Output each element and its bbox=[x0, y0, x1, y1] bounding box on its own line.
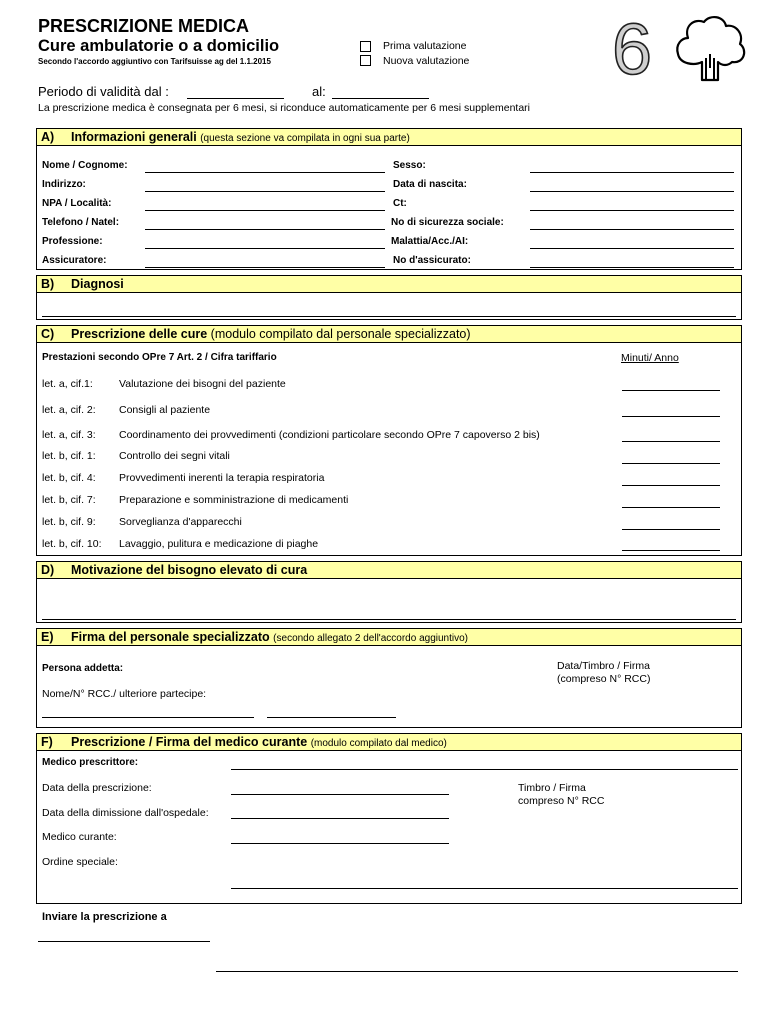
service-desc: Coordinamento dei provvedimenti (condizioni particolare secondo OPre 7 capoverso 2 bis) bbox=[119, 429, 540, 441]
service-code: let. b, cif. 9: bbox=[42, 516, 96, 528]
ssn-field[interactable] bbox=[530, 229, 734, 230]
discharge-date-label: Data della dimissione dall'ospedale: bbox=[42, 807, 209, 819]
service-code: let. b, cif. 7: bbox=[42, 494, 96, 506]
validity-from-field[interactable] bbox=[187, 98, 284, 99]
section-e-header bbox=[36, 628, 742, 646]
discharge-date-field[interactable] bbox=[231, 818, 449, 819]
new-evaluation-label: Nuova valutazione bbox=[383, 55, 470, 67]
section-f-letter: F) bbox=[41, 735, 53, 749]
section-a-subtitle: (questa sezione va compilata in ogni sua parte) bbox=[200, 133, 410, 144]
prescriber-label: Medico prescrittore: bbox=[42, 757, 139, 768]
section-f-body bbox=[36, 751, 742, 904]
staff-stamp-label: Data/Timbro / Firma bbox=[557, 660, 650, 672]
tree-icon bbox=[672, 14, 750, 84]
first-evaluation-checkbox[interactable] bbox=[360, 41, 371, 52]
section-f-title: Prescrizione / Firma del medico curante bbox=[71, 735, 308, 749]
send-to-field-1[interactable] bbox=[38, 941, 210, 942]
service-minutes-field[interactable] bbox=[622, 550, 720, 551]
address-field[interactable] bbox=[145, 191, 385, 192]
send-to-field-2[interactable] bbox=[216, 971, 738, 972]
staff-rcc-field[interactable] bbox=[267, 717, 396, 718]
locality-label: NPA / Località: bbox=[42, 198, 112, 209]
motivation-field[interactable] bbox=[42, 619, 736, 620]
section-d-body bbox=[36, 579, 742, 623]
rcc-name-label: Nome/N° RCC./ ulteriore partecipe: bbox=[42, 688, 207, 700]
ssn-label: No di sicurezza sociale: bbox=[391, 217, 504, 228]
staff-name-field[interactable] bbox=[42, 717, 254, 718]
section-e-letter: E) bbox=[41, 630, 54, 644]
form-title: PRESCRIZIONE MEDICA bbox=[38, 16, 250, 36]
form-subtitle: Cure ambulatorie o a domicilio bbox=[38, 37, 280, 55]
insured-number-label: No d'assicurato: bbox=[393, 255, 471, 266]
service-desc: Controllo dei segni vitali bbox=[119, 450, 230, 462]
section-c-letter: C) bbox=[41, 327, 55, 341]
agreement-note: Secondo l'accordo aggiuntivo con Tarifsuisse ag del 1.1.2015 bbox=[38, 57, 271, 66]
address-label: Indirizzo: bbox=[42, 179, 86, 190]
locality-field[interactable] bbox=[145, 210, 385, 211]
first-evaluation-label: Prima valutazione bbox=[383, 40, 467, 52]
section-a-letter: A) bbox=[41, 130, 55, 144]
section-b-letter: B) bbox=[41, 277, 55, 291]
section-f-header bbox=[36, 733, 742, 751]
birthdate-field[interactable] bbox=[530, 191, 734, 192]
service-code: let. a, cif. 3: bbox=[42, 429, 96, 441]
service-desc: Valutazione dei bisogni del paziente bbox=[119, 378, 286, 390]
section-c-title: Prescrizione delle cure bbox=[71, 327, 208, 341]
validity-to-field[interactable] bbox=[332, 98, 429, 99]
doctor-stamp-label: Timbro / Firma bbox=[518, 782, 586, 794]
section-c-subtitle: (modulo compilato dal personale specializzato) bbox=[210, 327, 471, 341]
phone-label: Telefono / Natel: bbox=[42, 217, 120, 228]
birthdate-label: Data di nascita: bbox=[393, 179, 467, 190]
service-code: let. b, cif. 4: bbox=[42, 472, 96, 484]
service-code: let. a, cif. 2: bbox=[42, 404, 96, 416]
person-label: Persona addetta: bbox=[42, 663, 124, 674]
special-order-label: Ordine speciale: bbox=[42, 856, 118, 868]
form-number: 6 bbox=[612, 10, 653, 90]
service-minutes-field[interactable] bbox=[622, 416, 720, 417]
service-desc: Lavaggio, pulitura e medicazione di piaghe bbox=[119, 538, 319, 550]
service-minutes-field[interactable] bbox=[622, 390, 720, 391]
insured-number-field[interactable] bbox=[530, 267, 734, 268]
section-a-header bbox=[36, 128, 742, 146]
new-evaluation-checkbox[interactable] bbox=[360, 55, 371, 66]
section-e-body bbox=[36, 646, 742, 728]
staff-stamp-note: (compreso N° RCC) bbox=[557, 673, 651, 685]
service-minutes-field[interactable] bbox=[622, 485, 720, 486]
minutes-header: Minuti/ Anno bbox=[621, 352, 679, 364]
special-order-field[interactable] bbox=[231, 888, 738, 889]
attending-doctor-label: Medico curante: bbox=[42, 831, 117, 843]
section-c-header bbox=[36, 325, 742, 343]
doctor-stamp-note: compreso N° RCC bbox=[518, 795, 605, 807]
service-desc: Sorveglianza d'apparecchi bbox=[119, 516, 242, 528]
section-d-title: Motivazione del bisogno elevato di cura bbox=[71, 563, 308, 577]
service-desc: Provvedimenti inerenti la terapia respiratoria bbox=[119, 472, 325, 484]
canton-label: Ct: bbox=[393, 198, 407, 209]
section-b-header bbox=[36, 275, 742, 293]
insurer-field[interactable] bbox=[145, 267, 385, 268]
section-e-subtitle: (secondo allegato 2 dell'accordo aggiuntivo) bbox=[273, 633, 468, 644]
sex-field[interactable] bbox=[530, 172, 734, 173]
illness-accident-label: Malattia/Acc./AI: bbox=[391, 236, 469, 247]
section-d-header bbox=[36, 561, 742, 579]
service-code: let. b, cif. 1: bbox=[42, 450, 96, 462]
profession-label: Professione: bbox=[42, 236, 103, 247]
validity-to-label: al: bbox=[312, 84, 326, 99]
section-a-title: Informazioni generali bbox=[71, 130, 197, 144]
service-minutes-field[interactable] bbox=[622, 441, 720, 442]
name-label: Nome / Cognome: bbox=[42, 160, 128, 171]
sex-label: Sesso: bbox=[393, 160, 426, 171]
phone-field[interactable] bbox=[145, 229, 385, 230]
service-code: let. a, cif.1: bbox=[42, 378, 93, 390]
service-minutes-field[interactable] bbox=[622, 507, 720, 508]
services-header: Prestazioni secondo OPre 7 Art. 2 / Cifra tariffario bbox=[42, 352, 277, 363]
prescriber-field[interactable] bbox=[231, 769, 738, 770]
service-desc: Preparazione e somministrazione di medicamenti bbox=[119, 494, 349, 506]
attending-doctor-field[interactable] bbox=[231, 843, 449, 844]
service-minutes-field[interactable] bbox=[622, 529, 720, 530]
validity-note: La prescrizione medica è consegnata per 6 mesi, si riconduce automaticamente per 6 mesi supplementari bbox=[38, 102, 531, 114]
section-a-body bbox=[36, 146, 742, 270]
illness-accident-field[interactable] bbox=[530, 248, 734, 249]
prescription-date-label: Data della prescrizione: bbox=[42, 782, 152, 794]
service-desc: Consigli al paziente bbox=[119, 404, 211, 416]
prescription-date-field[interactable] bbox=[231, 794, 449, 795]
send-to-label: Inviare la prescrizione a bbox=[42, 911, 167, 923]
service-code: let. b, cif. 10: bbox=[42, 538, 102, 550]
name-field[interactable] bbox=[145, 172, 385, 173]
section-b-title: Diagnosi bbox=[71, 277, 124, 291]
service-minutes-field[interactable] bbox=[622, 463, 720, 464]
section-f-subtitle: (modulo compilato dal medico) bbox=[310, 738, 447, 749]
section-e-title: Firma del personale specializzato bbox=[71, 630, 270, 644]
insurer-label: Assicuratore: bbox=[42, 255, 107, 266]
profession-field[interactable] bbox=[145, 248, 385, 249]
validity-from-label: Periodo di validità dal : bbox=[38, 84, 169, 99]
section-d-letter: D) bbox=[41, 563, 55, 577]
diagnosis-field[interactable] bbox=[42, 316, 736, 317]
canton-field[interactable] bbox=[530, 210, 734, 211]
